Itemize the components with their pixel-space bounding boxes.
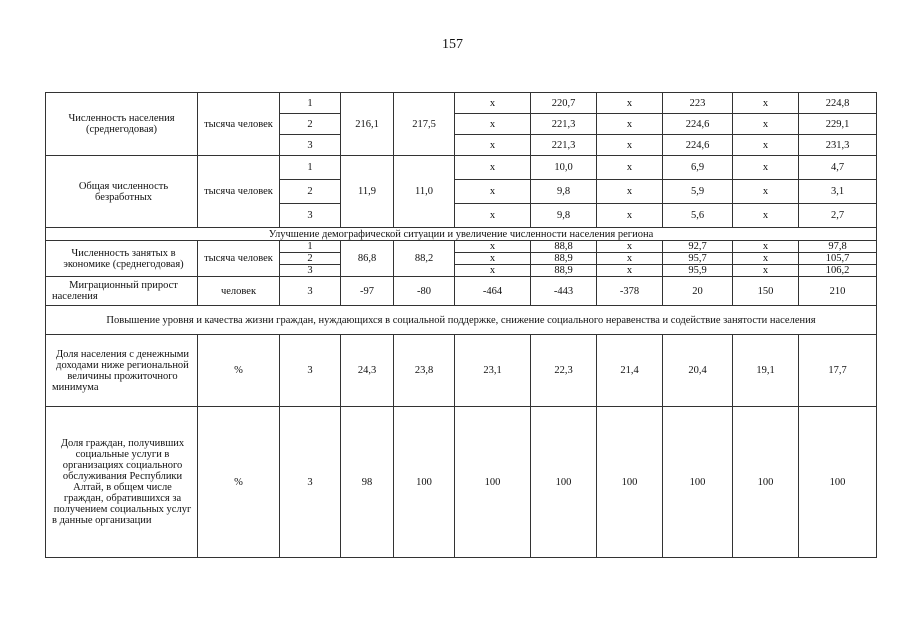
value-cell: х	[733, 265, 799, 277]
value-cell: х	[455, 204, 531, 228]
indicator-name: Численность населения (среднегодовая)	[46, 93, 198, 156]
value-cell: х	[597, 265, 663, 277]
unit-cell: человек	[198, 277, 280, 306]
table-row	[46, 277, 877, 306]
value-cell: 4,7	[799, 156, 877, 180]
value-cell: 100	[733, 407, 799, 558]
value-cell: 10,0	[531, 156, 597, 180]
value-cell: х	[733, 241, 799, 253]
value-cell: х	[597, 241, 663, 253]
value-cell: х	[455, 253, 531, 265]
value-cell: 106,2	[799, 265, 877, 277]
value-cell: -80	[394, 277, 455, 306]
unit-cell: %	[198, 407, 280, 558]
value-cell: х	[597, 253, 663, 265]
value-cell: х	[733, 156, 799, 180]
value-cell: 224,8	[799, 93, 877, 114]
variant-cell: 1	[280, 156, 341, 180]
page-number: 157	[442, 37, 463, 52]
value-cell: 231,3	[799, 135, 877, 156]
value-cell: 17,7	[799, 335, 877, 407]
value-cell: 95,7	[663, 253, 733, 265]
value-cell: -378	[597, 277, 663, 306]
section-row	[46, 228, 877, 241]
value-cell: 217,5	[394, 93, 455, 156]
value-cell: х	[597, 114, 663, 135]
variant-cell: 1	[280, 93, 341, 114]
unit-cell: тысяча человек	[198, 93, 280, 156]
variant-cell: 3	[280, 204, 341, 228]
value-cell: х	[455, 93, 531, 114]
value-cell: х	[597, 204, 663, 228]
value-cell: х	[597, 93, 663, 114]
value-cell: 21,4	[597, 335, 663, 407]
section-heading: Повышение уровня и качества жизни граждан, нуждающихся в социальной поддержке, снижение социального неравенства и содействие занятости населения	[46, 306, 877, 335]
indicator-name: Миграционный прирост населения	[46, 277, 198, 306]
value-cell: -443	[531, 277, 597, 306]
value-cell: 3,1	[799, 180, 877, 204]
value-cell: х	[733, 180, 799, 204]
value-cell: х	[733, 204, 799, 228]
value-cell: х	[455, 114, 531, 135]
value-cell: 97,8	[799, 241, 877, 253]
value-cell: х	[597, 156, 663, 180]
value-cell: 221,3	[531, 114, 597, 135]
variant-cell: 3	[280, 135, 341, 156]
indicator-name: Общая численность безработных	[46, 156, 198, 228]
value-cell: 22,3	[531, 335, 597, 407]
indicators-table	[45, 92, 877, 558]
variant-cell: 3	[280, 277, 341, 306]
value-cell: 224,6	[663, 135, 733, 156]
value-cell: 100	[597, 407, 663, 558]
value-cell: 88,2	[394, 241, 455, 277]
value-cell: 23,1	[455, 335, 531, 407]
variant-cell: 3	[280, 265, 341, 277]
value-cell: 9,8	[531, 204, 597, 228]
indicator-name: Доля населения с денежными доходами ниже региональной величины прожиточного минимума	[46, 335, 198, 407]
value-cell: х	[597, 180, 663, 204]
value-cell: 24,3	[341, 335, 394, 407]
table-row	[46, 407, 877, 558]
variant-cell: 2	[280, 253, 341, 265]
variant-cell: 1	[280, 241, 341, 253]
value-cell: х	[733, 93, 799, 114]
value-cell: 5,6	[663, 204, 733, 228]
unit-cell: тысяча человек	[198, 156, 280, 228]
section-heading: Улучшение демографической ситуации и увеличение численности населения региона	[46, 228, 877, 241]
value-cell: 221,3	[531, 135, 597, 156]
value-cell: 220,7	[531, 93, 597, 114]
value-cell: х	[733, 135, 799, 156]
value-cell: 9,8	[531, 180, 597, 204]
value-cell: 88,8	[531, 241, 597, 253]
table-row	[46, 93, 877, 114]
value-cell: 100	[663, 407, 733, 558]
value-cell: х	[733, 253, 799, 265]
value-cell: 150	[733, 277, 799, 306]
value-cell: 11,0	[394, 156, 455, 228]
table-row	[46, 335, 877, 407]
value-cell: х	[455, 265, 531, 277]
variant-cell: 3	[280, 335, 341, 407]
indicator-name: Численность занятых в экономике (среднегодовая)	[46, 241, 198, 277]
variant-cell: 3	[280, 407, 341, 558]
value-cell: х	[455, 135, 531, 156]
value-cell: 223	[663, 93, 733, 114]
value-cell: 20	[663, 277, 733, 306]
value-cell: 6,9	[663, 156, 733, 180]
value-cell: 19,1	[733, 335, 799, 407]
value-cell: 100	[455, 407, 531, 558]
value-cell: х	[455, 180, 531, 204]
table-row	[46, 241, 877, 253]
value-cell: 210	[799, 277, 877, 306]
value-cell: 92,7	[663, 241, 733, 253]
section-row	[46, 306, 877, 335]
value-cell: -464	[455, 277, 531, 306]
value-cell: 88,9	[531, 253, 597, 265]
value-cell: х	[455, 156, 531, 180]
value-cell: 100	[799, 407, 877, 558]
value-cell: 224,6	[663, 114, 733, 135]
value-cell: 100	[394, 407, 455, 558]
value-cell: х	[597, 135, 663, 156]
value-cell: -97	[341, 277, 394, 306]
value-cell: 86,8	[341, 241, 394, 277]
value-cell: 23,8	[394, 335, 455, 407]
variant-cell: 2	[280, 114, 341, 135]
indicator-name: Доля граждан, получивших социальные услуги в организациях социального обслуживания Республики Алтай, в общем числе граждан, обратившихся за получением социальных услуг в данные организации	[46, 407, 198, 558]
value-cell: 100	[531, 407, 597, 558]
value-cell: 20,4	[663, 335, 733, 407]
unit-cell: тысяча человек	[198, 241, 280, 277]
value-cell: 11,9	[341, 156, 394, 228]
table-row	[46, 156, 877, 180]
value-cell: 95,9	[663, 265, 733, 277]
variant-cell: 2	[280, 180, 341, 204]
value-cell: 88,9	[531, 265, 597, 277]
value-cell: х	[733, 114, 799, 135]
value-cell: 98	[341, 407, 394, 558]
value-cell: 5,9	[663, 180, 733, 204]
value-cell: 229,1	[799, 114, 877, 135]
value-cell: 105,7	[799, 253, 877, 265]
value-cell: 2,7	[799, 204, 877, 228]
value-cell: х	[455, 241, 531, 253]
value-cell: 216,1	[341, 93, 394, 156]
unit-cell: %	[198, 335, 280, 407]
